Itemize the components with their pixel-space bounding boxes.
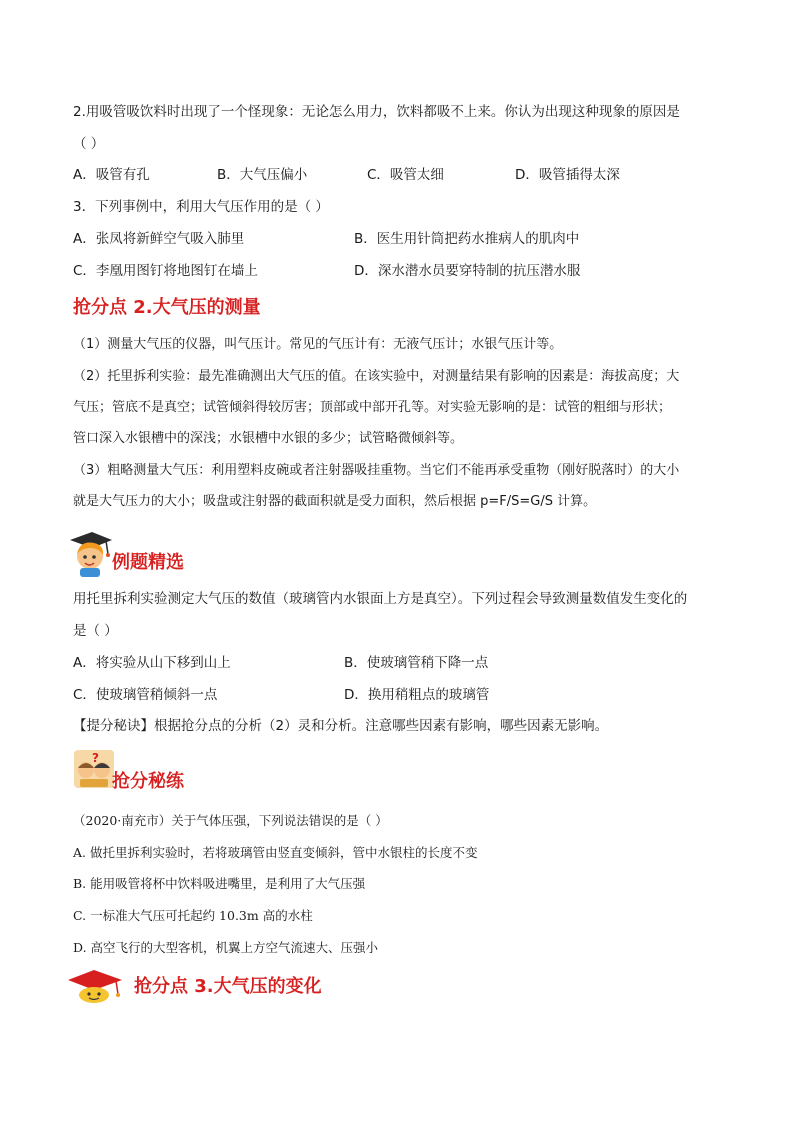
q3-option-b: B．医生用针筒把药水推病人的肌肉中 xyxy=(354,231,580,247)
q3-option-a: A．张凤将新鲜空气吸入肺里 xyxy=(73,231,245,247)
example-stem-line1: 用托里拆利实验测定大气压的数值（玻璃管内水银面上方是真空）。下列过程会导致测量数值发生变化的 xyxy=(73,591,688,607)
q2-option-a: A．吸管有孔 xyxy=(73,167,150,183)
q3-stem: 3．下列事例中，利用大气压作用的是（ ） xyxy=(73,199,329,215)
section-2-line-3: 气压；管底不是真空；试管倾斜得较厉害；顶部或中部开孔等。对实验无影响的是：试管的粗细与形状； xyxy=(73,400,672,415)
section-3-title: 抢分点 3.大气压的变化 xyxy=(134,976,322,997)
section-2-line-1: （1）测量大气压的仪器，叫气压计。常见的气压计有：无液气压计；水银气压计等。 xyxy=(73,337,563,352)
q2-stem-line1: 2.用吸管吸饮料时出现了一个怪现象：无论怎么用力，饮料都吸不上来。你认为出现这种现象的原因是 xyxy=(73,104,680,120)
practice-option-c: C. 一标准大气压可托起约 10.3m 高的水柱 xyxy=(73,908,313,923)
q3-option-d: D．深水潜水员要穿特制的抗压潜水服 xyxy=(354,263,581,279)
example-tip: 【提分秘诀】根据抢分点的分析（2）灵和分析。注意哪些因素有影响，哪些因素无影响。 xyxy=(73,718,609,734)
q2-option-c: C．吸管太细 xyxy=(367,167,444,183)
q2-stem-line2: （ ） xyxy=(73,136,105,152)
practice-stem: （2020·南充市）关于气体压强，下列说法错误的是（ ） xyxy=(73,813,388,828)
example-stem-line2: 是（ ） xyxy=(73,623,118,639)
example-option-a: A．将实验从山下移到山上 xyxy=(73,655,231,671)
practice-option-a: A. 做托里拆利实验时，若将玻璃管由竖直变倾斜，管中水银柱的长度不变 xyxy=(73,845,478,860)
q2-option-d: D．吸管插得太深 xyxy=(515,167,620,183)
q2-option-b: B．大气压偏小 xyxy=(217,167,308,183)
svg-text:?: ? xyxy=(92,751,99,765)
example-option-c: C．使玻璃管稍倾斜一点 xyxy=(73,687,218,703)
practice-banner-title: 抢分秘练 xyxy=(112,771,184,792)
section-2-line-4: 管口深入水银槽中的深浅；水银槽中水银的多少；试管略微倾斜等。 xyxy=(73,431,464,446)
student-cartoon-icon xyxy=(66,528,116,578)
example-option-d: D．换用稍粗点的玻璃管 xyxy=(344,687,490,703)
practice-option-d: D. 高空飞行的大型客机，机翼上方空气流速大、压强小 xyxy=(73,940,379,955)
section-2-title: 抢分点 2.大气压的测量 xyxy=(73,297,261,318)
section-2-line-5: （3）粗略测量大气压：利用塑料皮碗或者注射器吸挂重物。当它们不能再承受重物（刚好脱落时）的大小 xyxy=(73,463,680,478)
example-banner-title: 例题精选 xyxy=(112,552,184,573)
section-2-line-2: （2）托里拆利实验：最先准确测出大气压的值。在该实验中，对测量结果有影响的因素是：海拔高度；大 xyxy=(73,369,680,384)
graduation-cap-icon xyxy=(64,968,126,1004)
question-mark-kids-icon xyxy=(72,748,116,790)
practice-option-b: B. 能用吸管将杯中饮料吸进嘴里，是利用了大气压强 xyxy=(73,876,366,891)
example-option-b: B．使玻璃管稍下降一点 xyxy=(344,655,489,671)
section-2-line-6: 就是大气压力的大小；吸盘或注射器的截面积就是受力面积，然后根据 p=F/S=G/S 计算。 xyxy=(73,494,597,509)
q3-option-c: C．李凰用图钉将地图钉在墙上 xyxy=(73,263,258,279)
